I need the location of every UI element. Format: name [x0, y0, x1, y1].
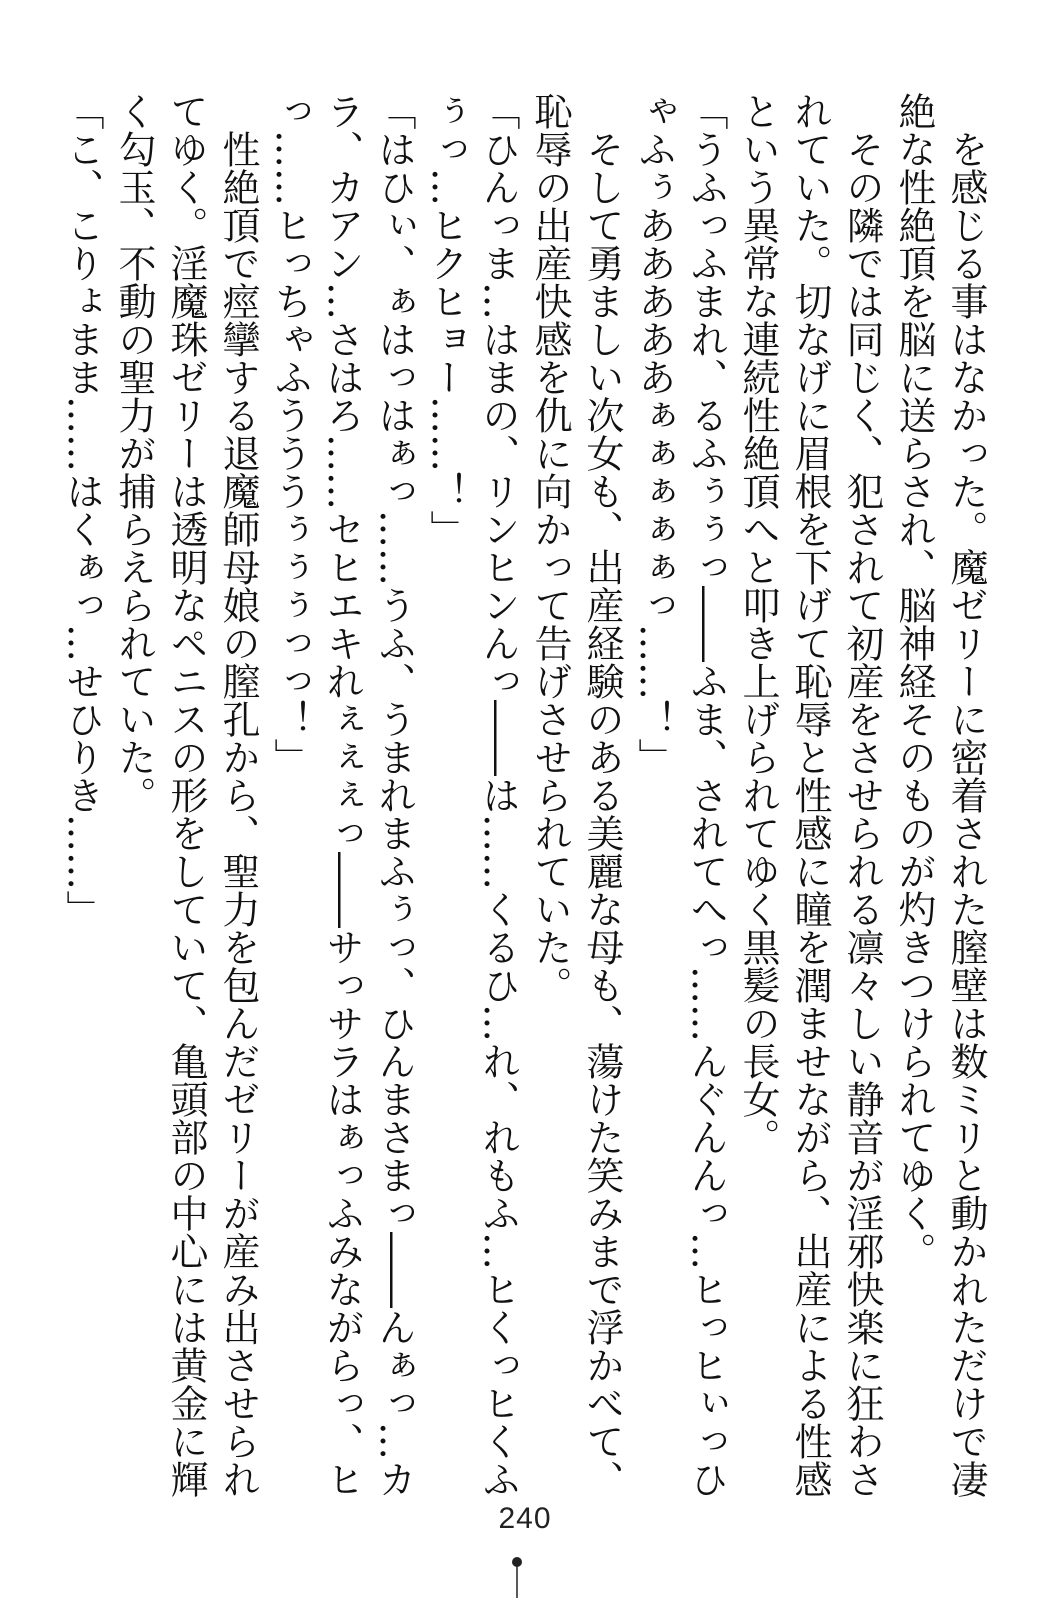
dialogue-line-1: 「うふっふまれ、るふぅぅっ――ふま、されてへっ……んぐんんっ…ヒっヒぃっひゃふぅあああああぁぁぁぁぁっ……！」 — [632, 92, 728, 1498]
page-marker-icon — [512, 1556, 522, 1598]
paragraph-4: 性絶頂で痙攣する退魔師母娘の膣孔から、聖力を包んだゼリーが産み出させられてゆく。淫魔珠ゼリーは透明なペニスの形をしていて、亀頭部の中心には黄金に輝く勾玉、不動の聖力が捕らえられていた。 — [112, 92, 260, 1498]
dialogue-line-2: 「ひんっま…はまの、リンヒンんっ――は……くるひ…れ、れもふ…ヒくっヒくふぅっ…ヒクヒョー……！」 — [424, 92, 520, 1498]
paragraph-2: その隣では同じく、犯されて初産をさせられる凛々しい静音が淫邪快楽に狂わされていた。切なげに眉根を下げて恥辱と性感に瞳を潤ませながら、出産による性感という異常な連続性絶頂へと叩き上げられてゆく黒髪の長女。 — [736, 92, 884, 1498]
page-number: 240 — [498, 1502, 552, 1535]
paragraph-3: そして勇ましい次女も、出産経験のある美麗な母も、蕩けた笑みまで浮かべて、恥辱の出産快感を仇に向かって告げさせられていた。 — [528, 92, 624, 1498]
paragraph-1: を感じる事はなかった。魔ゼリーに密着された膣壁は数ミリと動かれただけで凄絶な性絶頂を脳に送らされ、脳神経そのものが灼きつけられてゆく。 — [892, 92, 988, 1498]
dialogue-line-4: 「こ、こりょまま……はくぁっ…せひりき……」 — [60, 92, 104, 928]
vertical-text-block — [50, 92, 992, 1504]
dialogue-line-3: 「はひぃ、ぁはっはぁっ……うふ、うまれまふぅっ、ひんまさまっ――んぁっ…カラ、カアン…さはろ……セヒエキれぇぇぇっ――サっサラはぁっふみながらっ、ヒっ……ヒっちゃふうううぅぅぅっっ！」 — [268, 92, 416, 1498]
